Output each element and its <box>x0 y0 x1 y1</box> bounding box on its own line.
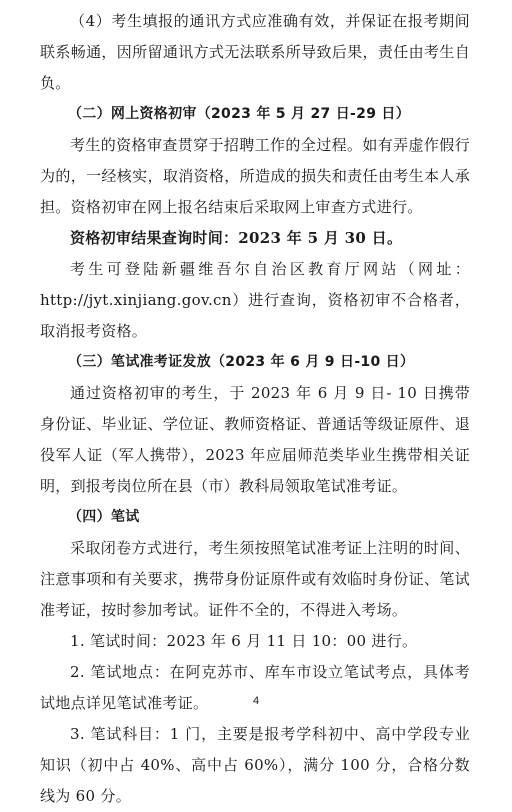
heading-written-exam: （四）笔试 <box>68 509 140 525</box>
paragraph-ticket-collection: 通过资格初审的考生，于 2023 年 6 月 9 日- 10 日携带身份证、毕业证、学位证、教师资格证、普通话等级证原件、退役军人证（军人携带），2023 年应届师范类毕业生携带相关证明，到报考岗位所在县（市）教科局领取笔试准考证。 <box>40 384 470 495</box>
page-number: 4 <box>252 695 260 707</box>
paragraph-result-query-time: 资格初审结果查询时间：2023 年 5 月 30 日。 <box>70 229 403 247</box>
paragraph-exam-time: 1. 笔试时间：2023 年 6 月 11 日 10：00 进行。 <box>70 632 418 650</box>
paragraph-contact-info: （4）考生填报的通讯方式应准确有效，并保证在报考期间联系畅通，因所留通讯方式无法联系所导致后果，责任由考生自负。 <box>40 12 470 92</box>
heading-admission-ticket: （三）笔试准考证发放（2023 年 6 月 9 日-10 日） <box>68 354 415 370</box>
paragraph-exam-location: 2. 笔试地点：在阿克苏市、库车市设立笔试考点，具体考试地点详见笔试准考证。 <box>40 663 470 712</box>
paragraph-exam-subject: 3. 笔试科目：1 门，主要是报考学科初中、高中学段专业知识（初中占 40%、高中占 60%），满分 100 分，合格分数线为 60 分。 <box>40 725 470 805</box>
paragraph-query-website: 考生可登陆新疆维吾尔自治区教育厅网站（网址：http://jyt.xinjiang.gov.cn）进行查询，资格初审不合格者，取消报考资格。 <box>40 260 470 340</box>
heading-online-review: （二）网上资格初审（2023 年 5 月 27 日-29 日） <box>68 106 411 122</box>
paragraph-exam-method: 采取闭卷方式进行，考生须按照笔试准考证上注明的时间、注意事项和有关要求，携带身份证原件或有效临时身份证、笔试准考证，按时参加考试。证件不全的，不得进入考场。 <box>40 539 470 619</box>
paragraph-review-process: 考生的资格审查贯穿于招聘工作的全过程。如有弄虚作假行为的，一经核实，取消资格，所造成的损失和责任由考生本人承担。资格初审在网上报名结束后采取网上审查方式进行。 <box>40 136 470 216</box>
